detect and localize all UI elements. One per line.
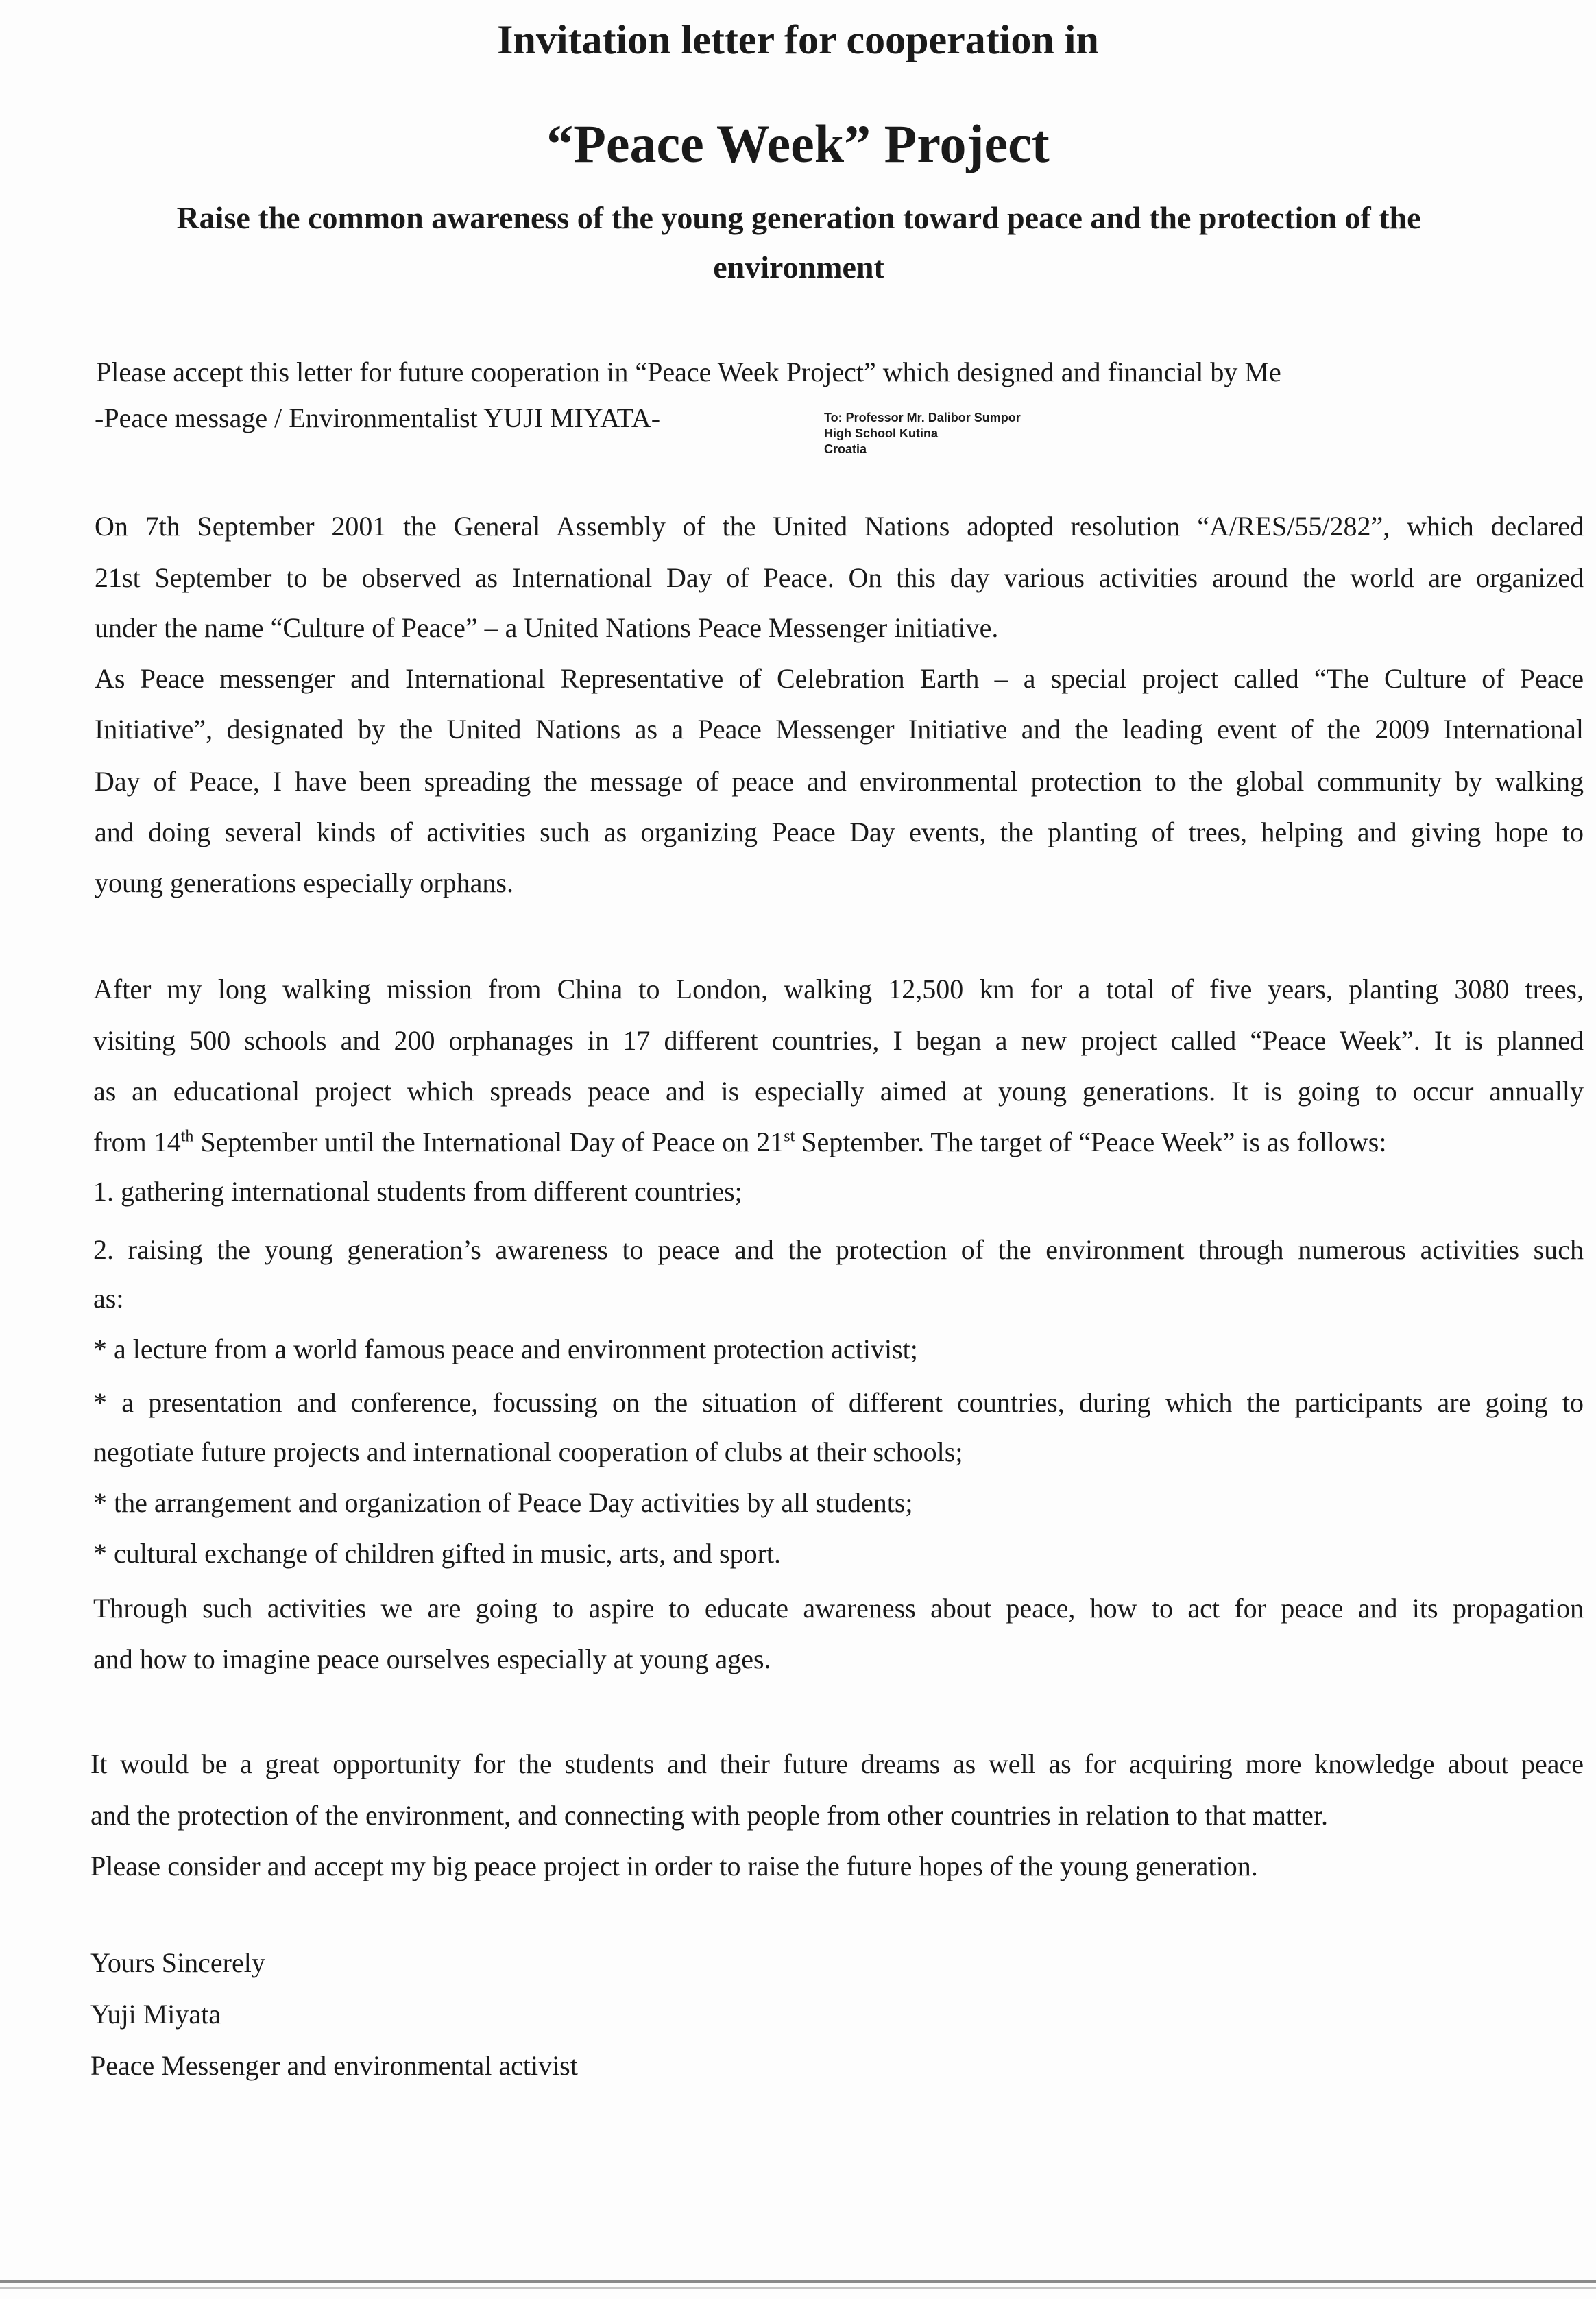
para2-line: and how to imagine peace ourselves especially at young ages. [93, 1644, 771, 1674]
para3-line: It would be a great opportunity for the students and their future dreams as well as for acquiring more knowledge about peace [90, 1748, 1584, 1779]
text-fragment: September. The target of “Peace Week” is as follows: [795, 1127, 1387, 1157]
recipient-name: To: Professor Mr. Dalibor Sumpor [824, 411, 1021, 424]
recipient-country: Croatia [824, 442, 867, 456]
ordinal-suffix: st [784, 1127, 795, 1146]
letter-subtitle: Raise the common awareness of the young generation toward peace and the protection of the environment [176, 200, 1421, 285]
recipient-block [824, 410, 1021, 457]
para1-line: and doing several kinds of activities such as organizing Peace Day events, the planting of trees, helping and giving hope to [95, 817, 1584, 847]
para2-line: as: [93, 1283, 124, 1314]
list-item: * a presentation and conference, focussing on the situation of different countries, during which the participants are going to [93, 1387, 1584, 1418]
para3-line: Please consider and accept my big peace project in order to raise the future hopes of the young generation. [90, 1851, 1258, 1881]
letter-title-line-1: Invitation letter for cooperation in [497, 17, 1099, 62]
para2-line: Through such activities we are going to aspire to educate awareness about peace, how to act for peace and its propagation [93, 1593, 1584, 1624]
para1-line: Initiative”, designated by the United Nations as a Peace Messenger Initiative and the leading event of the 2009 International [95, 714, 1584, 745]
para2-line: visiting 500 schools and 200 orphanages in 17 different countries, I began a new project called “Peace Week”. It is planned [93, 1025, 1584, 1056]
ordinal-suffix: th [180, 1127, 194, 1146]
para1-line: On 7th September 2001 the General Assembly of the United Nations adopted resolution “A/RES/55/282”, which declared [95, 511, 1584, 542]
closing-salutation: Yours Sincerely [90, 1947, 265, 1978]
list-item: * a lecture from a world famous peace and environment protection activist; [93, 1334, 918, 1364]
list-item: * cultural exchange of children gifted in music, arts, and sport. [93, 1538, 782, 1569]
scan-bottom-edge-inner [0, 2287, 1596, 2289]
para1-line: under the name “Culture of Peace” – a United Nations Peace Messenger initiative. [95, 612, 999, 643]
signer-role: Peace Messenger and environmental activist [90, 2050, 578, 2081]
para2-line: as an educational project which spreads peace and is especially aimed at young generations. It is going to occur annually [93, 1076, 1584, 1107]
para2-line: negotiate future projects and international cooperation of clubs at their schools; [93, 1436, 963, 1467]
list-item: 1. gathering international students from different countries; [93, 1176, 742, 1207]
intro-line-2: -Peace message / Environmentalist YUJI MIYATA- [95, 402, 661, 433]
recipient-school: High School Kutina [824, 426, 938, 440]
para1-line: young generations especially orphans. [95, 867, 513, 898]
scan-bottom-edge [0, 2280, 1596, 2283]
para3-line: and the protection of the environment, and connecting with people from other countries in relation to that matter. [90, 1800, 1329, 1831]
intro-line-1: Please accept this letter for future cooperation in “Peace Week Project” which designed and financial by Me [96, 357, 1281, 387]
list-item: 2. raising the young generation’s awareness to peace and the protection of the environment through numerous activities such [93, 1234, 1584, 1265]
para1-line: 21st September to be observed as International Day of Peace. On this day various activities around the world are organized [95, 562, 1584, 593]
text-fragment: from 14 [93, 1127, 181, 1157]
para1-line: As Peace messenger and International Representative of Celebration Earth – a special project called “The Culture of Peace [95, 663, 1584, 694]
para1-line: Day of Peace, I have been spreading the message of peace and environmental protection to the global community by walking [95, 766, 1584, 797]
letter-title-line-2: “Peace Week” Project [546, 114, 1050, 173]
para2-line: After my long walking mission from China to London, walking 12,500 km for a total of five years, planting 3080 trees, [93, 974, 1584, 1004]
para2-line-dates [93, 1123, 1386, 1161]
signer-name: Yuji Miyata [90, 1999, 221, 2030]
list-item: * the arrangement and organization of Peace Day activities by all students; [93, 1487, 913, 1518]
text-fragment: September until the International Day of Peace on 21 [193, 1127, 784, 1157]
